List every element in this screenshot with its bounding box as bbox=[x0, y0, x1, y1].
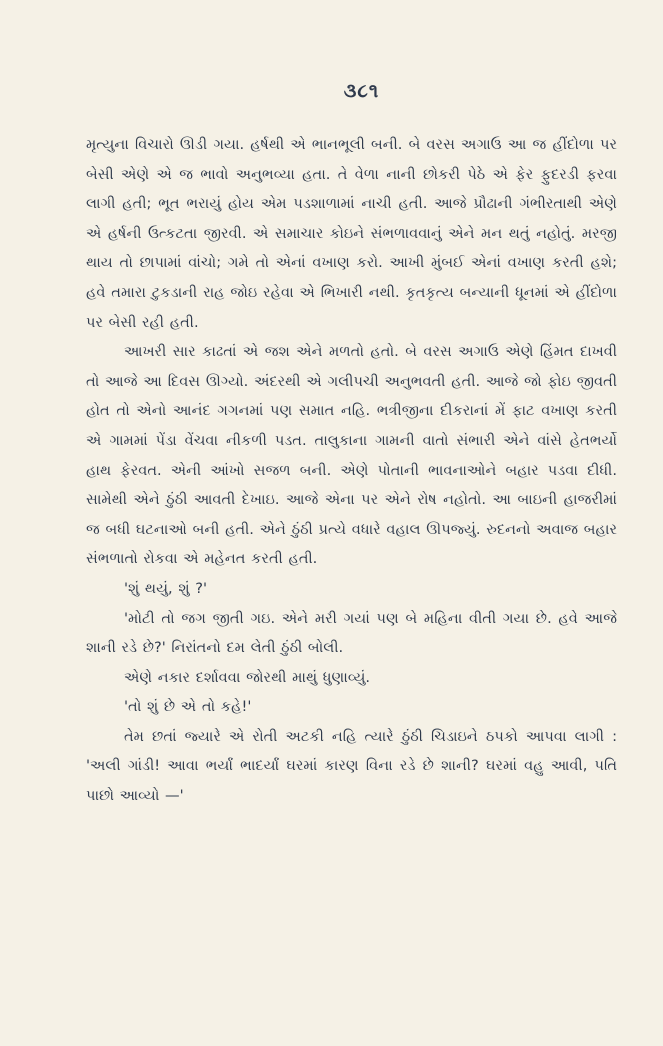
paragraph-3: 'શું થયું, શું ?' bbox=[124, 579, 207, 597]
paragraph-5: એણે નકાર દર્શાવવા જોરથી માથું ધુણાવ્યું. bbox=[124, 668, 371, 686]
paragraph-4: 'મોટી તો જગ જીતી ગઇ. એને મરી ગયાં પણ બે મહિના વીતી ગયા છે. હવે આજે શાની રડે છે?' નિરાંતનો દમ લેતી ઠુંઠી બોલી. bbox=[86, 609, 617, 657]
paragraph-1: મૃત્યુના વિચારો ઊડી ગયા. હર્ષથી એ ભાનભૂલી બની. બે વરસ અગાઉ આ જ હીંદોળા પર બેસી એણે એ જ ભાવો અનુભવ્યા હતા. તે વેળા નાની છોકરી પેઠે એ ફેર ફુદરડી ફરવા લાગી હતી; ભૂત ભરાયું હોય એમ પડશાળામાં નાચી હતી. આજે પ્રૌઢાની ગંભીરતાથી એણે એ હર્ષની ઉત્કટતા જીરવી. એ સમાચાર કોઇને સંભળાવવાનું એને મન થતું નહોતું. મરજી થાય તો છાપામાં વાંચો; ગમે તો એનાં વખાણ કરો. આખી મુંબઈ એનાં વખાણ કરતી હશે; હવે તમારા ટુકડાની રાહ જોઇ રહેવા એ ભિખારી નથી. કૃતકૃત્ય બન્યાની ધૂનમાં એ હીંદોળા પર બેસી રહી હતી. bbox=[86, 136, 617, 331]
paragraph-6: 'તો શું છે એ તો કહે!' bbox=[124, 698, 252, 716]
paragraph-7: તેમ છતાં જ્યારે એ રોતી અટકી નહિ ત્યારે ઠુંઠી ચિડાઇને ઠપકો આપવા લાગી : 'અલી ગાંડી! આવા ભર્યાં ભાદર્યાં ઘરમાં કારણ વિના રડે છે શાની? ઘરમાં વહુ આવી, પતિ પાછો આવ્યો —' bbox=[86, 727, 617, 805]
paragraph-2: આખરી સાર કાઢતાં એ જશ એને મળતો હતો. બે વરસ અગાઉ એણે હિંમત દાખવી તો આજે આ દિવસ ઊગ્યો. અંદરથી એ ગલીપચી અનુભવતી હતી. આજે જો ફોઇ જીવતી હોત તો એનો આનંદ ગગનમાં પણ સમાત નહિ. ભત્રીજીના દીકરાનાં મેં ફાટ વખાણ કરતી એ ગામમાં પેંડા વેંચવા નીકળી પડત. તાલુકાના ગામની વાતો સંભારી એને વાંસે હેતભર્યો હાથ ફેરવત. એની આંખો સજળ બની. એણે પોતાની ભાવનાઓને બહાર પડવા દીધી. સામેથી એને ઠુંઠી આવતી દેખાઇ. આજે એના પર એને રોષ નહોતો. આ બાઇની હાજરીમાં જ બધી ઘટનાઓ બની હતી. એને ઠુંઠી પ્રત્યે વધારે વહાલ ઊપજ્યું. રુદનનો અવાજ બહાર સંભળાતો રોકવા એ મહેનત કરતી હતી. bbox=[86, 343, 617, 568]
page-number: ૩૮૧ bbox=[343, 80, 380, 102]
